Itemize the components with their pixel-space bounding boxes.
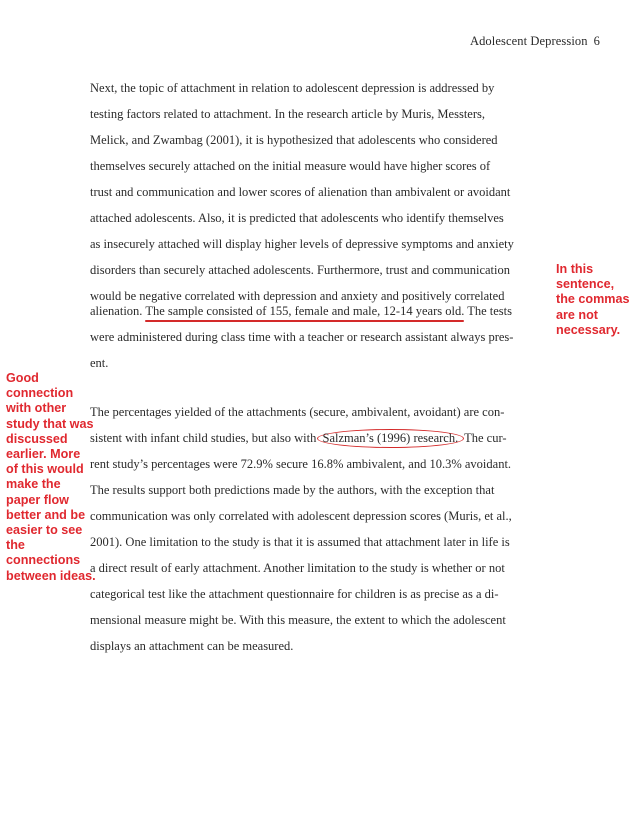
paragraph2-line: 2001). One limitation to the study is that it is assumed that attachment later in life is [90, 535, 510, 549]
comment-line: better and be [6, 507, 86, 522]
comment-line: with other [6, 401, 67, 416]
comment-line: connection [6, 386, 74, 401]
paragraph1-line: ent. [90, 356, 109, 370]
comment-line: of this would [6, 462, 84, 477]
paragraph2-line: The percentages yielded of the attachments (secure, ambivalent, avoidant) are con- [90, 405, 505, 419]
paragraph2-line: categorical test like the attachment questionnaire for children is as precise as a di- [90, 587, 499, 601]
comment-line: In this [556, 262, 594, 276]
comment-line: Good [6, 371, 39, 385]
paragraph2-line-circled-citation [90, 431, 507, 446]
comment-line: between ideas. [6, 568, 96, 583]
line-text: The tests [464, 304, 513, 318]
underlined-sample-sentence: The sample consisted of 155, female and male, 12-14 years old. [145, 304, 465, 318]
comment-line: sentence, [556, 277, 615, 292]
line-text: sistent with infant child studies, but also with [90, 431, 320, 445]
paragraph1-line-underlined-sentence [90, 304, 512, 319]
margin-comment-connection [6, 371, 96, 584]
comment-line: the [6, 538, 25, 553]
paragraph1-line: themselves securely attached on the initial measure would have higher scores of [90, 159, 491, 173]
line-text: The cur- [461, 431, 507, 445]
comment-line: make the [6, 477, 61, 492]
circled-citation: Salzman’s (1996) research. [317, 429, 465, 448]
comment-line: the commas [556, 292, 630, 307]
paragraph1-line: attached adolescents. Also, it is predicted that adolescents who identify themselves [90, 211, 504, 225]
comment-line: easier to see [6, 523, 83, 538]
running-header [470, 34, 600, 49]
paragraph2-line: displays an attachment can be measured. [90, 639, 294, 653]
comment-line: paper flow [6, 492, 69, 507]
margin-comment-commas [556, 262, 630, 338]
paragraph1-line: trust and communication and lower scores of alienation than ambivalent or avoidant [90, 185, 511, 199]
paragraph2-line: The results support both predictions made by the authors, with the exception that [90, 483, 495, 497]
paragraph1-line: Next, the topic of attachment in relation to adolescent depression is addressed by [90, 81, 495, 95]
paragraph1-line: would be negative correlated with depression and anxiety and positively correlated [90, 289, 505, 303]
paragraph1-line: testing factors related to attachment. In the research article by Muris, Messters, [90, 107, 485, 121]
comment-line: connections [6, 553, 81, 568]
paragraph1-line: were administered during class time with a teacher or research assistant always pres- [90, 330, 514, 344]
paragraph2-line: mensional measure might be. With this measure, the extent to which the adolescent [90, 613, 506, 627]
comment-line: discussed [6, 431, 68, 446]
comment-line: are not [556, 307, 598, 322]
paragraph2-line: a direct result of early attachment. Another limitation to the study is whether or not [90, 561, 505, 575]
comment-line: earlier. More [6, 447, 81, 462]
running-title: Adolescent Depression [469, 34, 588, 48]
paragraph2-line: communication was only correlated with adolescent depression scores (Muris, et al., [90, 509, 512, 523]
line-text: alienation. [90, 304, 146, 318]
paragraph1-line: as insecurely attached will display higher levels of depressive symptoms and anxiety [90, 237, 514, 251]
page-number: 6 [593, 34, 600, 48]
comment-line: study that was [6, 416, 94, 431]
paragraph1-line: disorders than securely attached adolescents. Furthermore, trust and communication [90, 263, 511, 277]
comment-line: necessary. [556, 322, 621, 337]
paragraph1-line: Melick, and Zwambag (2001), it is hypothesized that adolescents who considered [90, 133, 498, 147]
paragraph2-line: rent study’s percentages were 72.9% secure 16.8% ambivalent, and 10.3% avoidant. [90, 457, 512, 471]
